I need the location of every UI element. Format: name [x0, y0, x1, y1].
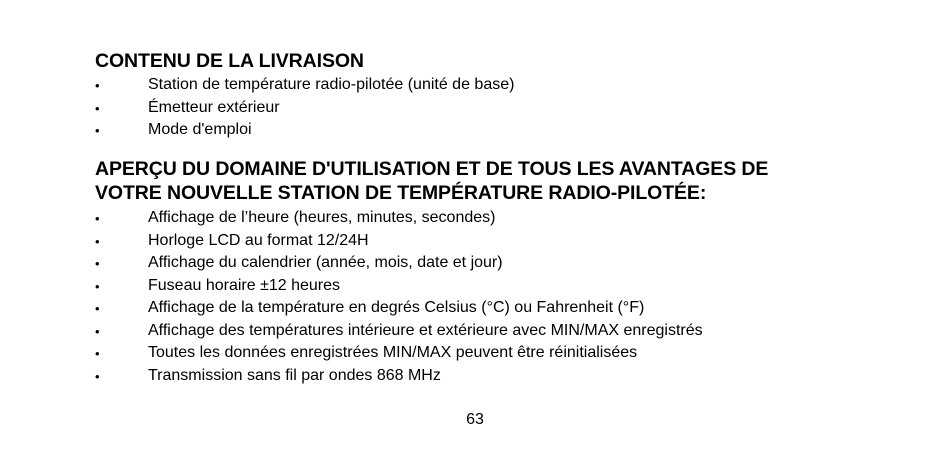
- list-item: [0, 119, 860, 142]
- list-item-text: Affichage des températures intérieure et extérieure avec MIN/MAX enregistrés: [148, 321, 703, 339]
- list-item: [0, 230, 860, 253]
- bullet-icon: •: [95, 123, 100, 138]
- section-title-line: APERÇU DU DOMAINE D'UTILISATION ET DE TOUS LES AVANTAGES DE: [95, 158, 769, 180]
- section-title-contents: CONTENU DE LA LIVRAISON: [95, 50, 364, 72]
- list-item: [0, 342, 860, 365]
- list-item-text: Affichage de l’heure (heures, minutes, secondes): [148, 209, 496, 226]
- page-number: 63: [466, 411, 484, 428]
- list-item-text: Toutes les données enregistrées MIN/MAX peuvent être réinitialisées: [148, 344, 638, 361]
- section-title-line: VOTRE NOUVELLE STATION DE TEMPÉRATURE RADIO-PILOTÉE:: [95, 182, 707, 204]
- list-item-text: Transmission sans fil par ondes 868 MHz: [148, 366, 441, 384]
- bullet-icon: •: [95, 78, 100, 93]
- list-item-text: Horloge LCD au format 12/24H: [148, 231, 369, 249]
- list-item: [0, 365, 860, 388]
- list-item: [0, 320, 860, 343]
- bullet-icon: •: [95, 301, 100, 316]
- list-item-text: Station de température radio-pilotée (unité de base): [148, 76, 515, 93]
- features-list: [0, 207, 860, 387]
- list-item-text: Fuseau horaire ±12 heures: [148, 276, 341, 294]
- section-title-overview: [95, 157, 768, 205]
- bullet-icon: •: [95, 100, 100, 116]
- list-item: [0, 74, 860, 97]
- list-item: [0, 252, 860, 275]
- list-item-text: Mode d'emploi: [148, 121, 252, 138]
- contents-list: [0, 74, 860, 142]
- list-item-text: Affichage de la température en degrés Celsius (°C) ou Fahrenheit (°F): [148, 299, 645, 316]
- list-item-text: Émetteur extérieur: [148, 98, 280, 116]
- bullet-icon: •: [95, 256, 100, 271]
- list-item: [0, 275, 860, 298]
- bullet-icon: •: [95, 211, 100, 226]
- bullet-icon: •: [95, 368, 100, 384]
- list-item-text: Affichage du calendrier (année, mois, date et jour): [148, 254, 503, 271]
- list-item: [0, 297, 860, 320]
- list-item: [0, 207, 860, 230]
- bullet-icon: •: [95, 346, 100, 361]
- bullet-icon: •: [95, 278, 100, 294]
- list-item: [0, 97, 860, 120]
- bullet-icon: •: [95, 233, 100, 249]
- bullet-icon: •: [95, 323, 100, 339]
